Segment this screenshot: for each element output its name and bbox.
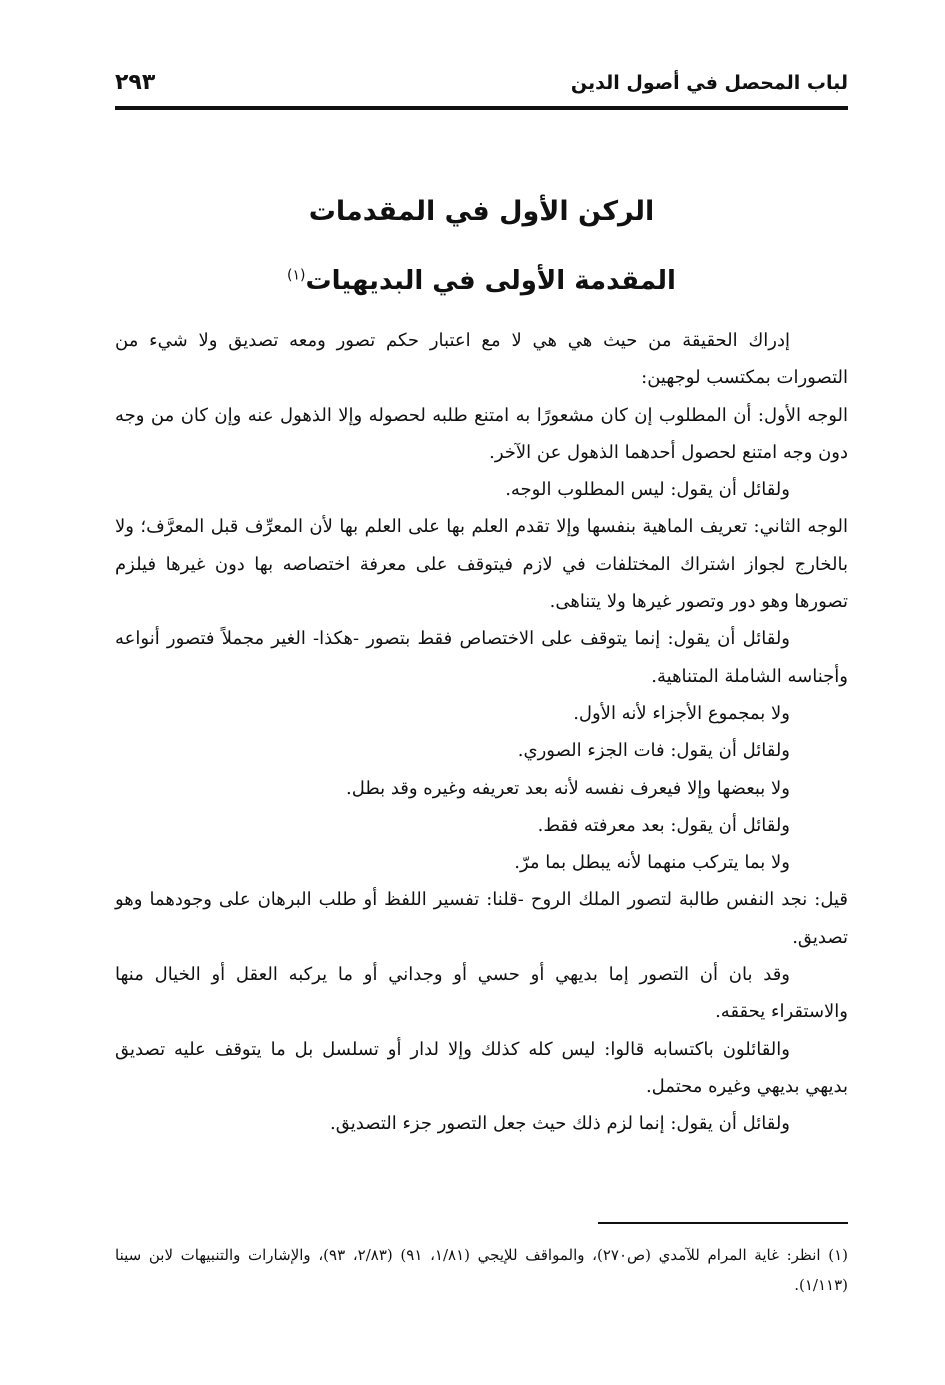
paragraph: قيل: نجد النفس طالبة لتصور الملك الروح -قلنا: تفسير اللفظ أو طلب البرهان على وجودهما وهو تصديق. [115, 889, 848, 948]
paragraph: ولقائل أن يقول: ليس المطلوب الوجه. [505, 479, 790, 501]
paragraph: ولقائل أن يقول: إنما يتوقف على الاختصاص فقط بتصور -هكذا- الغير مجملاً فتصور أنواعه وأجناسه الشاملة المتناهية. [115, 628, 848, 687]
book-title: لباب المحصل في أصول الدين [570, 72, 848, 94]
footnote-separator [598, 1222, 848, 1224]
paragraph: إدراك الحقيقة من حيث هي هي لا مع اعتبار حكم تصور ومعه تصديق ولا شيء من التصورات بمكتسب لوجهين: [115, 330, 848, 389]
page-number: ٢٩٣ [115, 70, 156, 95]
running-header [115, 68, 848, 104]
paragraph: ولقائل أن يقول: فات الجزء الصوري. [517, 740, 790, 762]
body-text [115, 322, 848, 1143]
paragraph: ولقائل أن يقول: بعد معرفته فقط. [537, 814, 790, 836]
paragraph: ولا بمجموع الأجزاء لأنه الأول. [573, 702, 790, 724]
paragraph: ولا ببعضها وإلا فيعرف نفسه لأنه بعد تعريفه وغيره وقد بطل. [345, 777, 790, 799]
paragraph: الوجه الثاني: تعريف الماهية بنفسها وإلا تقدم العلم بها على العلم بها لأن المعرِّف قبل المعرَّف؛ ولا بالخارج لجواز اشتراك المختلفات في لازم فيتوقف على معرفة اختصاصه بها دون غيرها فيلزم تصورها وهو دور وتصور غيرها ولا يتناهى. [115, 516, 848, 613]
section-title [115, 266, 848, 296]
paragraph: ولقائل أن يقول: إنما لزم ذلك حيث جعل التصور جزء التصديق. [330, 1113, 790, 1135]
paragraph: وقد بان أن التصور إما بديهي أو حسي أو وجداني أو ما يركبه العقل أو الخيال منها والاستقراء يحققه. [115, 964, 848, 1023]
section-title-text: المقدمة الأولى في البديهيات [305, 266, 676, 296]
chapter-title: الركن الأول في المقدمات [308, 196, 655, 227]
paragraph: الوجه الأول: أن المطلوب إن كان مشعورًا به امتنع طلبه لحصوله وإلا الذهول عنه وإن كان من وجه دون وجه امتنع لحصول أحدهما الذهول عن الآخر. [115, 404, 848, 463]
footnotes [115, 1240, 848, 1300]
paragraph: والقائلون باكتسابه قالوا: ليس كله كذلك وإلا لدار أو تسلسل بل ما يتوقف عليه تصديق بديهي بديهي وغيره محتمل. [115, 1038, 848, 1097]
footnote-reference: (١) [287, 267, 306, 284]
header-rule [115, 106, 848, 110]
footnote: (١) انظر: غاية المرام للآمدي (ص٢٧٠)، والمواقف للإيجي (١/٨١، ٩١) (٢/٨٣، ٩٣)، والإشارات والتنبيهات لابن سينا (١/١١٣). [115, 1246, 849, 1294]
paragraph: ولا بما يتركب منهما لأنه يبطل بما مرّ. [514, 852, 790, 874]
